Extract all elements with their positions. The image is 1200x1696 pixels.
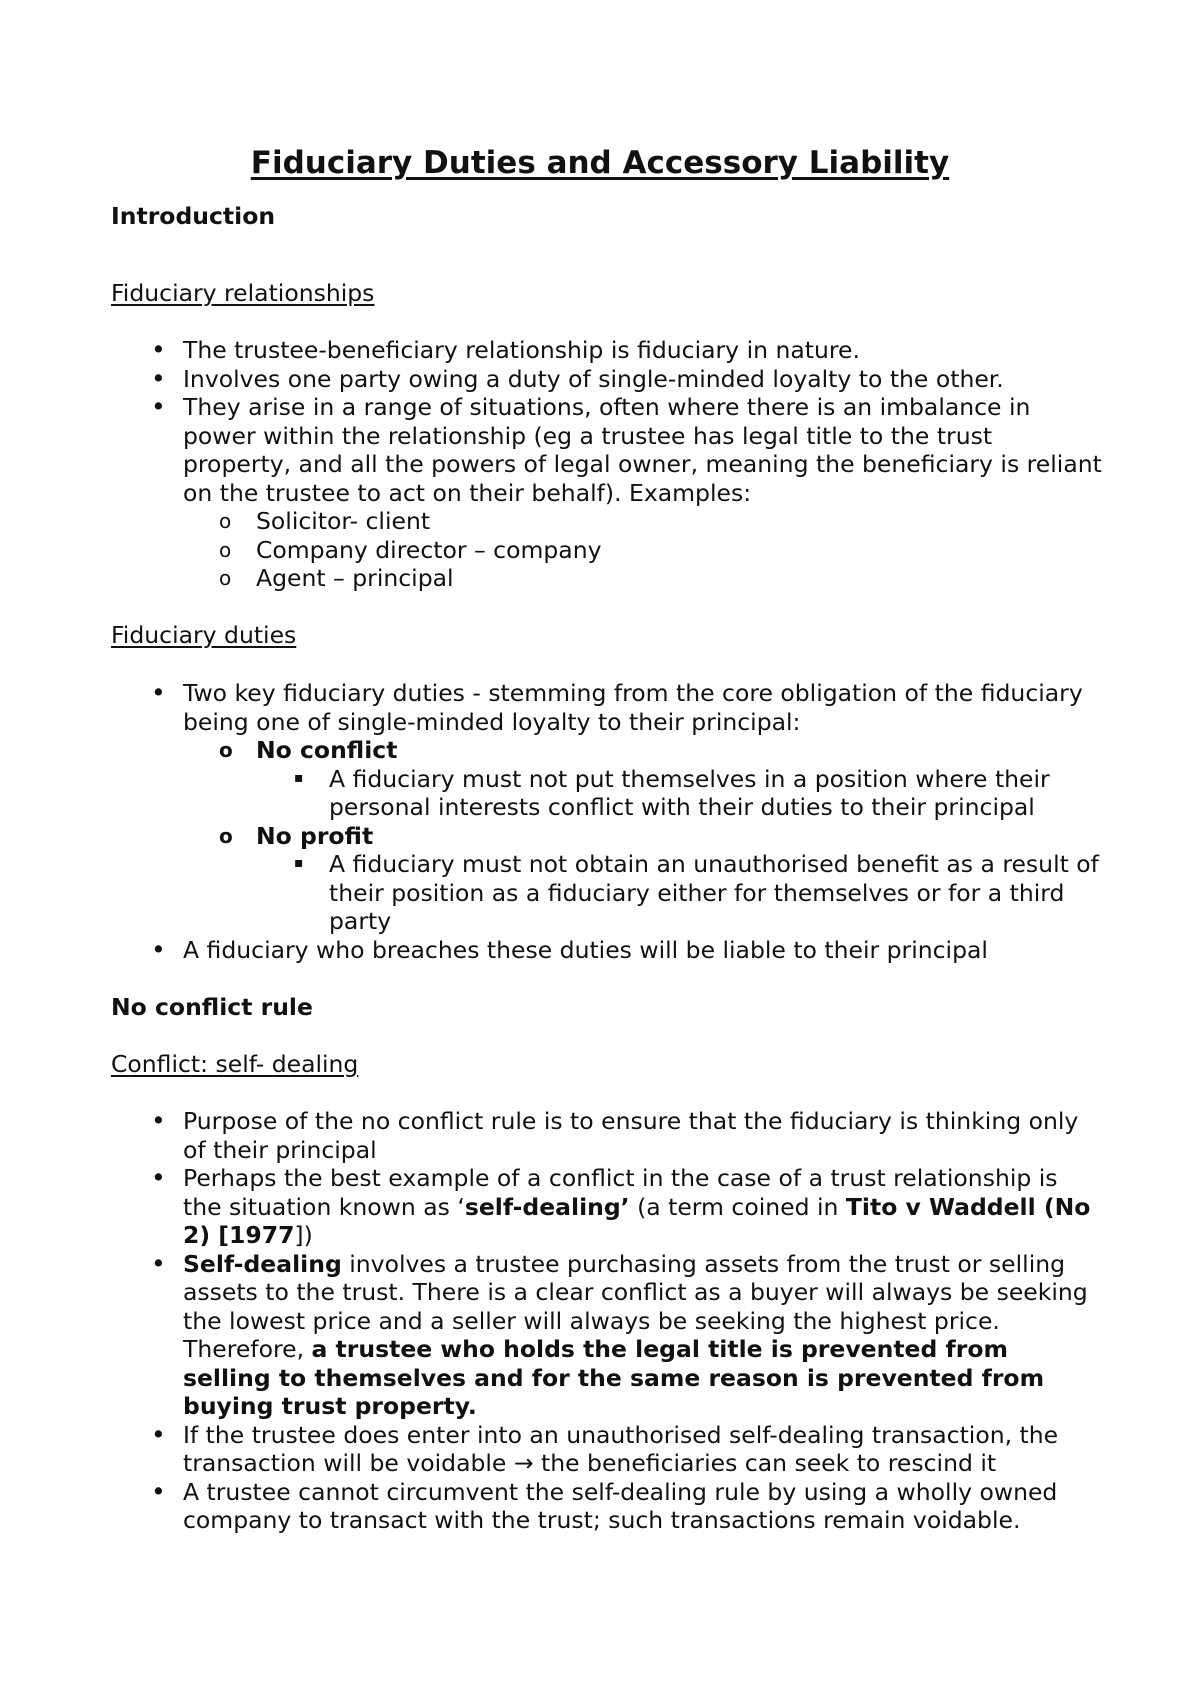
bullet-icon [151,1421,166,1450]
fiduciary-duties-heading: Fiduciary duties [111,621,297,649]
self-dealing-heading: Conflict: self- dealing [111,1050,359,1078]
no-conflict-rule-heading: No conflict rule [111,993,313,1021]
list-item: • Two key fiduciary duties - stemming from the core obligation of the fiduciary being one of single-minded loyalty to their principal: [0,679,1103,736]
circle-bullet-icon: o [219,738,233,762]
circle-bullet-icon: o [219,537,232,562]
bullet-icon [151,1250,166,1279]
fiduciary-relationships-heading: Fiduciary relationships [111,279,375,307]
document-title: Fiduciary Duties and Accessory Liability [250,145,950,181]
bullet-icon [151,936,166,965]
bullet-icon [151,393,166,422]
circle-bullet-icon: o [219,823,233,848]
list-item: • Perhaps the best example of a conflict in the case of a trust relationship is the situation known as ‘self-dealing’ (a term coined in Tito v Waddell (No 2) [1977]) [0,1164,1103,1250]
example-item: o Agent – principal [219,564,454,592]
duty-item: o No conflict [219,736,398,764]
circle-bullet-icon: o [219,566,232,590]
bullet-icon [151,1107,166,1136]
list-item: • Purpose of the no conflict rule is to ensure that the fiduciary is thinking only of their principal [0,1107,1103,1164]
bullet-icon [151,336,166,365]
self-dealing-list [0,1107,1200,1535]
list-item: • A fiduciary who breaches these duties will be liable to their principal [0,936,1103,965]
duty-detail: ▪ A fiduciary must not obtain an unauthorised benefit as a result of their position as a fiduciary either for themselves or for a third party [294,850,1099,935]
list-item: • A trustee cannot circumvent the self-dealing rule by using a wholly owned company to transact with the trust; such transactions remain voidable. [0,1478,1103,1535]
list-item: • Self-dealing involves a trustee purchasing assets from the trust or selling assets to the trust. There is a clear conflict as a buyer will always be seeking the lowest price and a seller will always be seeking the highest price. Therefore, a trustee who holds the legal title is prevented from selling to themselves and for the same reason is prevented from buying trust property. [0,1250,1103,1421]
list-item: • If the trustee does enter into an unauthorised self-dealing transaction, the transaction will be voidable → the beneficiaries can seek to rescind it [0,1421,1103,1478]
example-item: o Solicitor- client [219,507,431,535]
bullet-icon [151,1164,166,1193]
square-bullet-icon: ▪ [294,855,304,871]
duty-item: o No profit [219,821,374,850]
fiduciary-duties-list [0,679,1200,964]
duty-detail: ▪ A fiduciary must not put themselves in a position where their personal interests conflict with their duties to their principal [294,764,1050,821]
bullet-icon [151,679,166,708]
list-item: • The trustee-beneficiary relationship is fiduciary in nature. [0,336,1103,365]
bullet-icon [151,1478,166,1507]
fiduciary-relationships-list [0,336,1200,593]
bullet-icon [151,365,166,394]
introduction-heading: Introduction [111,202,276,230]
circle-bullet-icon: o [219,509,232,533]
square-bullet-icon: ▪ [294,769,304,786]
list-item: • Involves one party owing a duty of single-minded loyalty to the other. [0,365,1103,394]
example-item: o Company director – company [219,535,602,564]
list-item: • They arise in a range of situations, often where there is an imbalance in power within the relationship (eg a trustee has legal title to the trust property, and all the powers of legal owner, meaning the beneficiary is reliant on the trustee to act on their behalf). Examples: [0,393,1103,507]
